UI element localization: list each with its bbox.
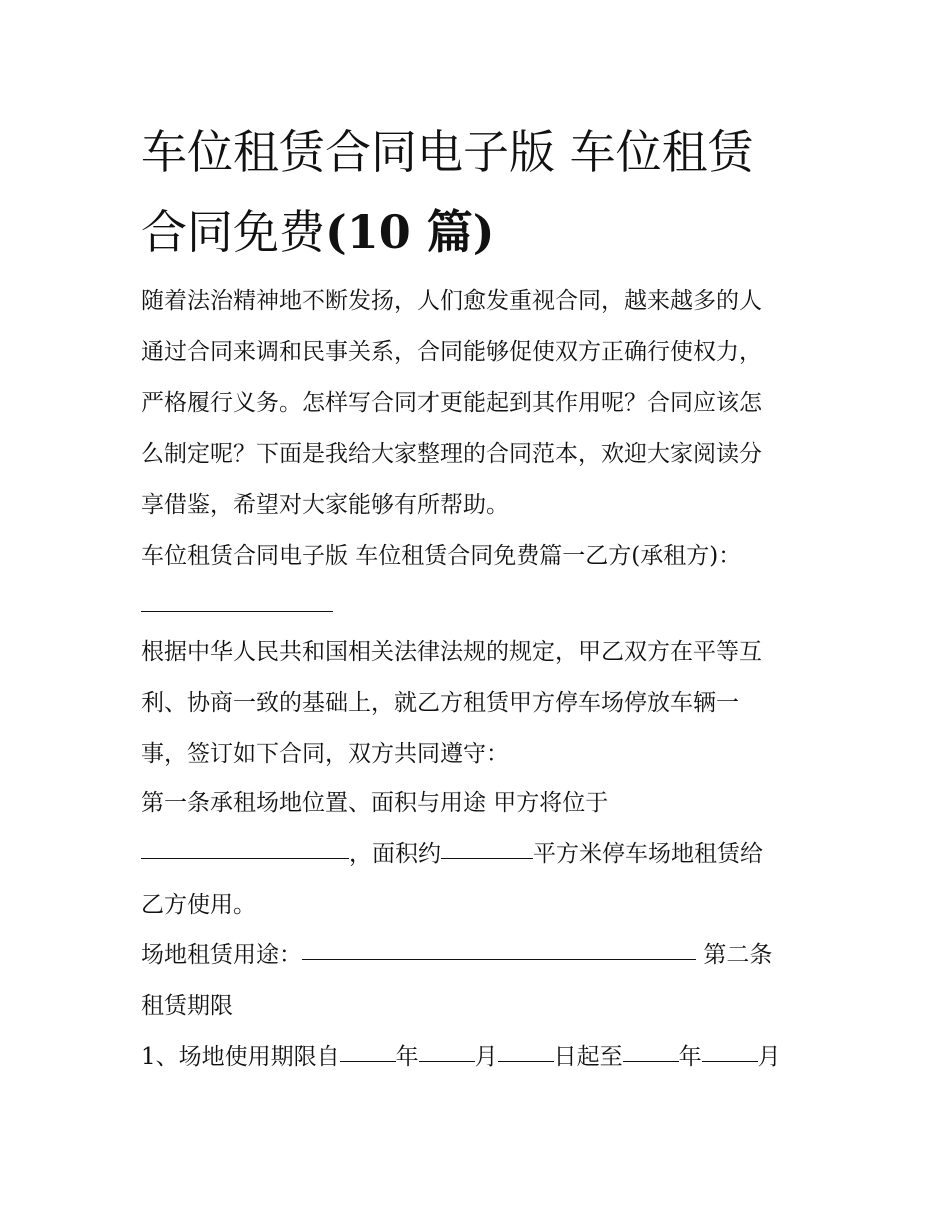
article-2-title-a: 第二条 <box>703 942 773 968</box>
intro-paragraph <box>141 276 831 531</box>
section-heading: 车位租赁合同电子版 车位租赁合同免费篇一乙方(承租方)： <box>141 543 742 569</box>
preamble-paragraph <box>141 627 831 780</box>
title-count: (10 篇) <box>325 205 495 259</box>
usage-and-article-2 <box>141 930 831 1032</box>
term-prefix: 1、场地使用期限自 <box>141 1044 340 1070</box>
document-title <box>141 112 831 272</box>
term-day-1: 日起至 <box>553 1044 623 1070</box>
preamble-line: 利、协商一致的基础上，就乙方租赁甲方停车场停放车辆一 <box>141 690 739 716</box>
tenant-blank <box>141 610 333 612</box>
intro-line: 随着法治精神地不断发扬，人们愈发重视合同，越来越多的人 <box>141 288 762 314</box>
intro-line: 严格履行义务。怎样写合同才更能起到其作用呢？合同应该怎 <box>141 390 762 416</box>
location-blank <box>141 857 349 859</box>
article-2-title-b: 租赁期限 <box>141 993 233 1019</box>
intro-line: 么制定呢？下面是我给大家整理的合同范本，欢迎大家阅读分 <box>141 441 762 467</box>
tenant-line <box>141 582 831 633</box>
article-1-line-1: 第一条承租场地位置、面积与用途 甲方将位于 <box>141 790 609 816</box>
end-year-blank <box>623 1060 679 1062</box>
end-month-blank <box>702 1060 758 1062</box>
article-1 <box>141 778 831 931</box>
usage-blank <box>302 958 696 960</box>
title-line-1: 车位租赁合同电子版 车位租赁 <box>141 125 754 179</box>
preamble-line: 根据中华人民共和国相关法律法规的规定，甲乙双方在平等互 <box>141 639 762 665</box>
intro-line: 通过合同来调和民事关系，合同能够促使双方正确行使权力， <box>141 339 762 365</box>
section-heading-block <box>141 531 831 633</box>
term-clause <box>141 1032 831 1083</box>
term-year-1: 年 <box>395 1044 419 1070</box>
article-1-line-2 <box>141 829 831 880</box>
term-line <box>141 1032 831 1083</box>
title-line-2 <box>141 192 831 272</box>
term-year-2: 年 <box>678 1044 702 1070</box>
area-suffix: 平方米停车场地租赁给 <box>533 841 763 867</box>
preamble-line: 事，签订如下合同，双方共同遵守： <box>141 741 509 767</box>
term-month-2: 月 <box>757 1044 781 1070</box>
intro-line: 享借鉴，希望对大家能够有所帮助。 <box>141 492 509 518</box>
start-month-blank <box>419 1060 475 1062</box>
article-1-line-3: 乙方使用。 <box>141 892 256 918</box>
usage-line <box>141 930 831 981</box>
start-day-blank <box>498 1060 554 1062</box>
title-line-2-text: 合同免费 <box>141 205 325 259</box>
usage-label: 场地租赁用途： <box>141 942 302 968</box>
start-year-blank <box>340 1060 396 1062</box>
area-blank <box>441 857 533 859</box>
term-month-1: 月 <box>474 1044 498 1070</box>
area-prefix: ，面积约 <box>349 841 441 867</box>
